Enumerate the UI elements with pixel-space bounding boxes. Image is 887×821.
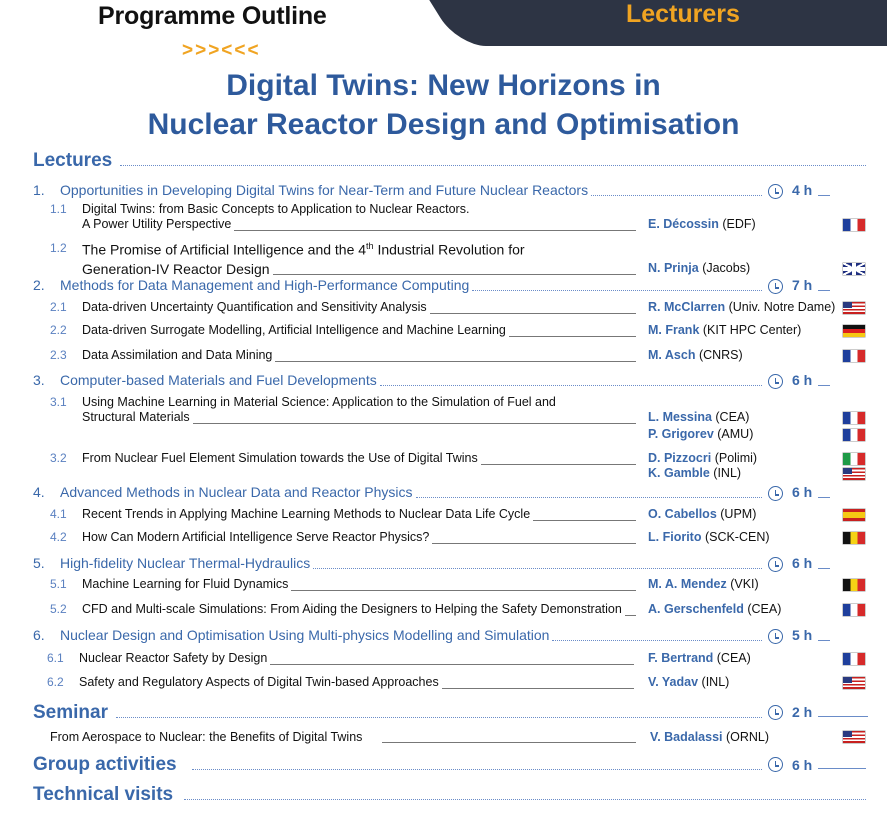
lecturer-org: (KIT HPC Center) xyxy=(699,323,802,337)
group-divider xyxy=(192,769,762,770)
item-leader-line xyxy=(193,423,636,424)
clock-icon xyxy=(768,757,783,772)
item-title-line2: A Power Utility Perspective xyxy=(82,217,232,231)
item-number: 3.1 xyxy=(50,395,67,409)
item-title xyxy=(82,451,478,465)
lecturer xyxy=(648,507,756,521)
item-title-line: How Can Modern Artificial Intelligence Serve Reactor Physics? xyxy=(82,530,430,544)
item-title-part: Industrial Revolution for xyxy=(373,241,525,258)
france-flag-icon xyxy=(843,350,865,362)
lecturer xyxy=(648,675,729,689)
lecturer-org: (CNRS) xyxy=(695,348,743,362)
lecturer-org: (Jacobs) xyxy=(698,261,751,275)
lecturer-name: E. Décossin xyxy=(648,217,719,231)
item-number: 2.3 xyxy=(50,348,67,362)
lecturer-name: L. Fiorito xyxy=(648,530,702,544)
item-number: 5.1 xyxy=(50,577,67,591)
topic-leader-line xyxy=(380,385,762,386)
lecturers-tab[interactable]: Lecturers xyxy=(626,0,740,28)
france-flag-icon xyxy=(843,653,865,665)
lecturer-name: D. Pizzocri xyxy=(648,451,712,465)
belgium-flag-icon xyxy=(843,532,865,544)
uk-flag-icon xyxy=(843,263,865,275)
item-leader-line xyxy=(481,464,636,465)
item-title-line: Data Assimilation and Data Mining xyxy=(82,348,273,362)
lecturer-name: M. Frank xyxy=(648,323,700,337)
france-flag-icon xyxy=(843,219,865,231)
item-title-line: Machine Learning for Fluid Dynamics xyxy=(82,577,289,591)
topic-tail-line xyxy=(818,568,830,569)
topic-hours: 4 h xyxy=(792,182,813,198)
lecturer-name: A. Gerschenfeld xyxy=(648,602,744,616)
lecturer xyxy=(648,410,749,424)
lecturer-name: M. Asch xyxy=(648,348,696,362)
topic-hours: 5 h xyxy=(792,627,813,643)
topic-tail-line xyxy=(818,195,830,196)
item-leader-line xyxy=(430,313,636,314)
topic-tail-line xyxy=(818,290,830,291)
item-number: 6.1 xyxy=(47,651,64,665)
item-title xyxy=(82,241,525,258)
clock-icon xyxy=(768,557,783,572)
page-title xyxy=(0,66,887,144)
topic-leader-line xyxy=(591,195,762,196)
item-title-line2: Generation-IV Reactor Design xyxy=(82,261,270,277)
clock-icon xyxy=(768,279,783,294)
lecturer-org: (EDF) xyxy=(718,217,756,231)
item-leader-line xyxy=(275,361,636,362)
item-leader-line xyxy=(442,688,634,689)
item-title xyxy=(79,675,439,689)
lecturer xyxy=(648,530,770,544)
topic-hours: 6 h xyxy=(792,484,813,500)
spain-flag-icon xyxy=(843,509,865,521)
lecturer-org: (ORNL) xyxy=(722,730,770,744)
topic-tail-line xyxy=(818,497,830,498)
topic-leader-line xyxy=(472,290,762,291)
topic-number: 1. xyxy=(33,182,45,198)
lecturer-org: (Polimi) xyxy=(711,451,758,465)
topic-leader-line xyxy=(552,640,762,641)
usa-flag-icon xyxy=(843,677,865,689)
item-title xyxy=(82,395,556,409)
topic-tail-line xyxy=(818,640,830,641)
item-leader-line xyxy=(270,664,634,665)
italy-flag-icon xyxy=(843,453,865,465)
technical-visits-heading: Technical visits xyxy=(33,784,174,805)
item-title-line: Data-driven Surrogate Modelling, Artificial Intelligence and Machine Learning xyxy=(82,323,506,337)
lecturer-org: (INL) xyxy=(698,675,730,689)
item-leader-line xyxy=(273,274,636,275)
topic-title: High-fidelity Nuclear Thermal-Hydraulics xyxy=(60,555,311,571)
topic-title: Methods for Data Management and High-Performance Computing xyxy=(60,277,470,293)
topic-hours: 7 h xyxy=(792,277,813,293)
lecturer xyxy=(648,651,751,665)
programme-outline-heading: Programme Outline xyxy=(98,2,327,30)
lecturer-name: F. Bertrand xyxy=(648,651,714,665)
item-leader-line xyxy=(533,520,636,521)
lecturer-name: O. Cabellos xyxy=(648,507,717,521)
clock-icon xyxy=(768,705,783,720)
lecturer-name: K. Gamble xyxy=(648,466,710,480)
item-title xyxy=(82,530,429,544)
topic-title: Nuclear Design and Optimisation Using Multi-physics Modelling and Simulation xyxy=(60,627,550,643)
item-title xyxy=(82,300,427,314)
item-number: 5.2 xyxy=(50,602,67,616)
lecturer xyxy=(648,451,757,465)
item-title-part: The Promise of Artificial Intelligence and the 4 xyxy=(82,241,367,258)
seminar-tail-line xyxy=(818,716,868,717)
item-number: 4.2 xyxy=(50,530,67,544)
item-title-line: Recent Trends in Applying Machine Learning Methods to Nuclear Data Life Cycle xyxy=(82,507,531,521)
lecturer-second xyxy=(648,466,741,480)
usa-flag-icon xyxy=(843,731,865,743)
france-flag-icon xyxy=(843,412,865,424)
topic-title: Advanced Methods in Nuclear Data and Reactor Physics xyxy=(60,484,413,500)
lecturer xyxy=(648,217,756,231)
topic-title: Opportunities in Developing Digital Twins for Near-Term and Future Nuclear Reactors xyxy=(60,182,589,198)
seminar-lecturer xyxy=(650,730,769,744)
item-title-line: CFD and Multi-scale Simulations: From Aiding the Designers to Helping the Safety Demonstration xyxy=(82,602,622,616)
clock-icon xyxy=(768,486,783,501)
clock-icon xyxy=(768,184,783,199)
lecturer-second xyxy=(648,427,753,441)
france-flag-icon xyxy=(843,429,865,441)
lecturer-org: (UPM) xyxy=(716,507,757,521)
item-title xyxy=(79,651,267,665)
lecturer xyxy=(648,348,743,362)
visits-divider xyxy=(184,799,866,800)
item-number: 6.2 xyxy=(47,675,64,689)
lecturer xyxy=(648,577,759,591)
lecturer-name: R. McClarren xyxy=(648,300,726,314)
item-title-line: Nuclear Reactor Safety by Design xyxy=(79,651,268,665)
item-title-line2: Structural Materials xyxy=(82,410,190,424)
item-leader-line xyxy=(432,543,636,544)
topic-leader-line xyxy=(313,568,762,569)
item-leader-line xyxy=(234,230,636,231)
lecturer xyxy=(648,261,750,275)
lecturer-org: (CEA) xyxy=(711,410,750,424)
seminar-hours: 2 h xyxy=(792,704,813,720)
lecturer-org: (Univ. Notre Dame) xyxy=(725,300,836,314)
item-number: 4.1 xyxy=(50,507,67,521)
topic-number: 5. xyxy=(33,555,45,571)
decorative-arrows: >>><<< xyxy=(182,40,261,61)
item-leader-line xyxy=(291,590,636,591)
lecturer-org: (VKI) xyxy=(726,577,759,591)
item-title-line: From Nuclear Fuel Element Simulation towards the Use of Digital Twins xyxy=(82,451,478,465)
seminar-item-leader xyxy=(382,742,636,743)
title-line-1: Digital Twins: New Horizons in xyxy=(226,69,661,102)
topic-number: 4. xyxy=(33,484,45,500)
usa-flag-icon xyxy=(843,302,865,314)
clock-icon xyxy=(768,629,783,644)
topic-tail-line xyxy=(818,385,830,386)
item-title xyxy=(82,202,469,216)
clock-icon xyxy=(768,374,783,389)
group-tail-line xyxy=(818,768,866,769)
lecturer-org: (INL) xyxy=(709,466,742,480)
belgium-flag-icon xyxy=(843,579,865,591)
item-number: 1.1 xyxy=(50,202,67,216)
topic-hours: 6 h xyxy=(792,555,813,571)
item-title-line: Using Machine Learning in Material Science: Application to the Simulation of Fuel and xyxy=(82,395,556,409)
item-title-sup: th xyxy=(366,241,374,251)
item-leader-line xyxy=(625,615,636,616)
item-title xyxy=(82,507,530,521)
lecturer xyxy=(648,300,835,314)
topic-title: Computer-based Materials and Fuel Developments xyxy=(60,372,377,388)
lecturer-name: V. Badalassi xyxy=(650,730,723,744)
lecturer-org: (SCK-CEN) xyxy=(701,530,770,544)
item-leader-line xyxy=(509,336,636,337)
lecturer-name: N. Prinja xyxy=(648,261,699,275)
lecturer-name: L. Messina xyxy=(648,410,712,424)
item-title xyxy=(82,348,272,362)
lecturer xyxy=(648,323,801,337)
title-line-2: Nuclear Reactor Design and Optimisation xyxy=(147,108,740,141)
topic-leader-line xyxy=(416,497,762,498)
lecturer-org: (AMU) xyxy=(713,427,754,441)
item-title xyxy=(82,323,506,337)
item-title-line: Digital Twins: from Basic Concepts to Application to Nuclear Reactors. xyxy=(82,202,470,216)
item-number: 2.2 xyxy=(50,323,67,337)
topic-number: 3. xyxy=(33,372,45,388)
lectures-divider xyxy=(120,165,866,166)
lecturer-org: (CEA) xyxy=(743,602,782,616)
item-title xyxy=(82,577,288,591)
seminar-divider xyxy=(116,717,762,718)
group-hours: 6 h xyxy=(792,757,813,773)
lecturer xyxy=(648,602,781,616)
lecturer-name: V. Yadav xyxy=(648,675,699,689)
topic-hours: 6 h xyxy=(792,372,813,388)
lecturer-name: P. Grigorev xyxy=(648,427,714,441)
lecturer-name: M. A. Mendez xyxy=(648,577,727,591)
item-title xyxy=(82,602,622,616)
seminar-item-title: From Aerospace to Nuclear: the Benefits of Digital Twins xyxy=(50,730,363,744)
lecturer-org: (CEA) xyxy=(713,651,751,665)
item-number: 2.1 xyxy=(50,300,67,314)
item-number: 3.2 xyxy=(50,451,67,465)
france-flag-icon xyxy=(843,604,865,616)
item-title-line: Safety and Regulatory Aspects of Digital Twin-based Approaches xyxy=(79,675,439,689)
item-title-line: Data-driven Uncertainty Quantification and Sensitivity Analysis xyxy=(82,300,427,314)
usa-flag-icon xyxy=(843,468,865,480)
item-number: 1.2 xyxy=(50,241,67,255)
lectures-heading: Lectures xyxy=(33,150,113,171)
topic-number: 6. xyxy=(33,627,45,643)
group-activities-heading: Group activities xyxy=(33,754,177,775)
seminar-heading: Seminar xyxy=(33,702,108,723)
germany-flag-icon xyxy=(843,325,865,337)
topic-number: 2. xyxy=(33,277,45,293)
